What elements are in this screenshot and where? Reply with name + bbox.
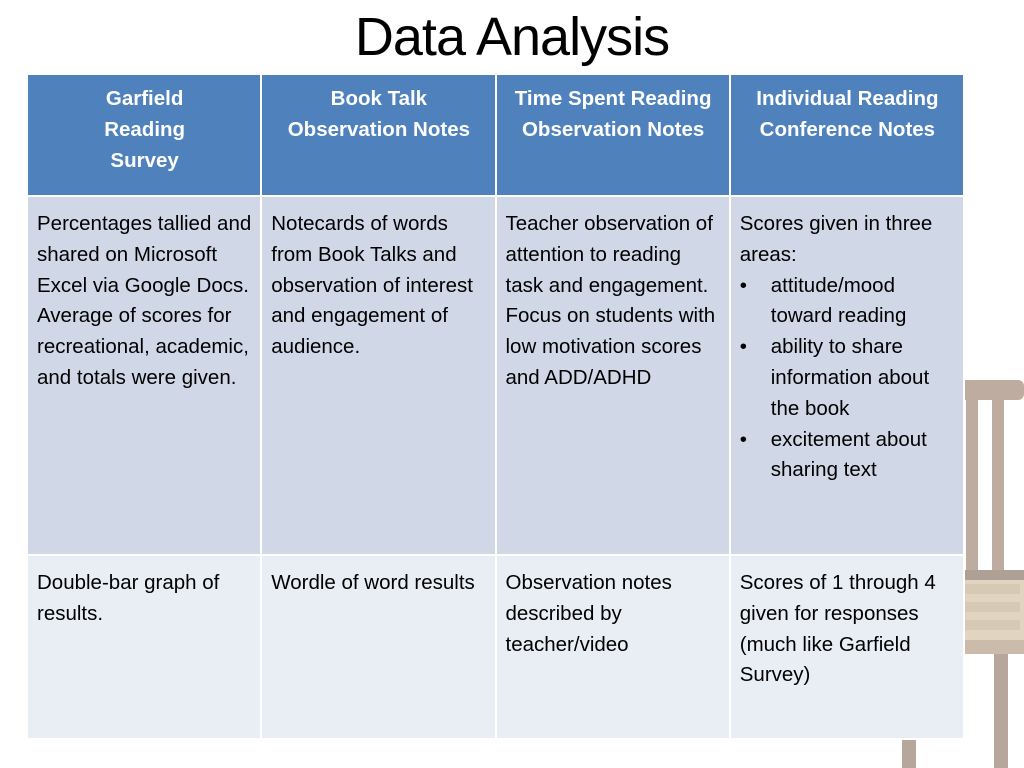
header-time-spent-reading-notes: Time Spent Reading Observation Notes <box>496 74 730 196</box>
header-individual-reading-notes: Individual Reading Conference Notes <box>730 74 964 196</box>
cell-time-spent-results: Observation notes described by teacher/video <box>496 555 730 739</box>
header-garfield-reading-survey: Garfield Reading Survey <box>27 74 261 196</box>
cell-garfield-results: Double-bar graph of results. <box>27 555 261 739</box>
table-row <box>27 196 964 555</box>
list-item: • ability to share information about the book <box>771 332 955 424</box>
cell-garfield-method: Percentages tallied and shared on Microsoft Excel via Google Docs. Average of scores for recreational, academic, and totals were given. <box>27 196 261 555</box>
data-analysis-table <box>26 73 965 740</box>
slide-title: Data Analysis <box>354 7 670 67</box>
header-book-talk-notes: Book Talk Observation Notes <box>261 74 495 196</box>
conference-areas-list <box>740 271 955 487</box>
cell-time-spent-method: Teacher observation of attention to reading task and engagement. Focus on students with low motivation scores and ADD/ADHD <box>496 196 730 555</box>
conference-intro: Scores given in three areas: <box>739 212 933 266</box>
cell-conference-method <box>730 196 964 555</box>
cell-book-talk-method: Notecards of words from Book Talks and observation of interest and engagement of audience. <box>261 196 495 555</box>
table-header-row <box>27 74 964 196</box>
list-item: • attitude/mood toward reading <box>771 271 955 333</box>
table-row <box>27 555 964 739</box>
list-item: • excitement about sharing text <box>771 425 955 487</box>
cell-conference-results: Scores of 1 through 4 given for responses (much like Garfield Survey) <box>730 555 964 739</box>
cell-book-talk-results: Wordle of word results <box>261 555 495 739</box>
